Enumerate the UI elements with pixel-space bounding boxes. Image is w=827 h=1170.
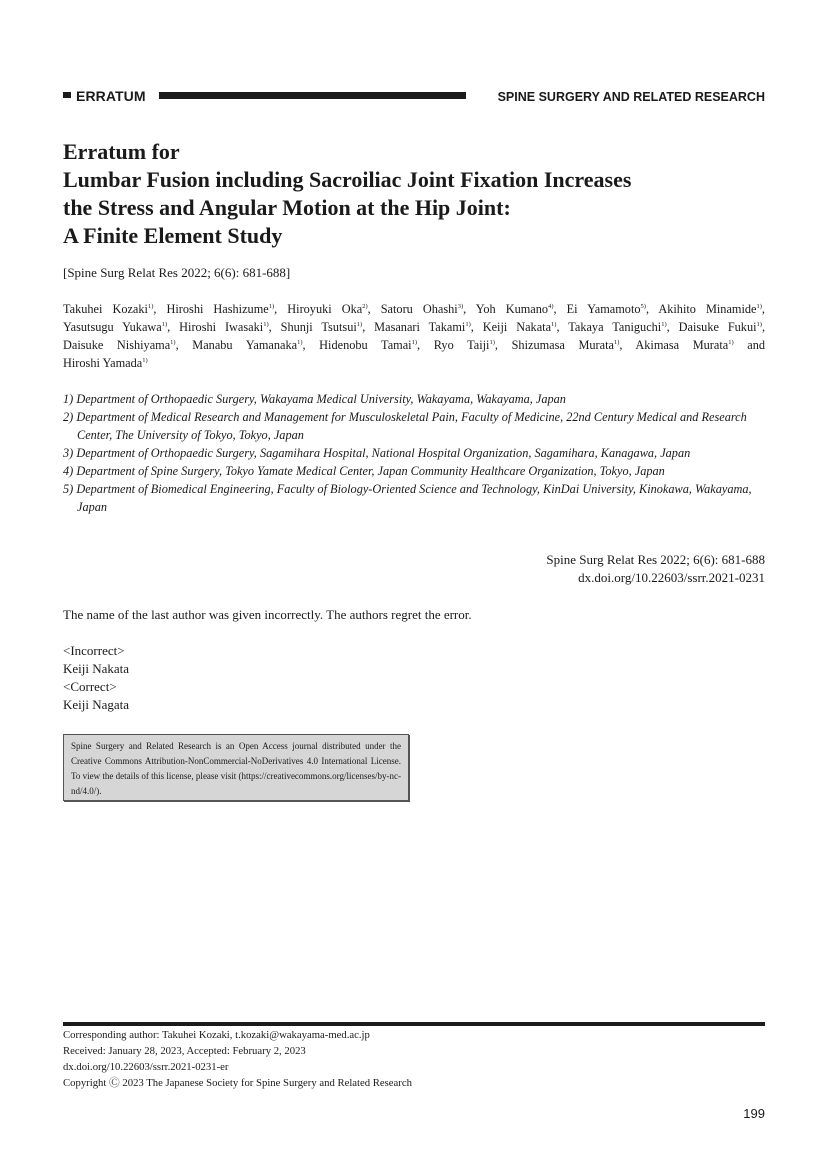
author-affiliation-mark: 1) [142, 357, 148, 364]
header-rule [159, 92, 466, 99]
author-affiliation-mark: 3) [457, 303, 464, 310]
author-affiliation-mark: 1) [551, 321, 557, 328]
author-affiliation-mark: 1) [613, 339, 620, 346]
author-affiliation-mark: 1) [297, 339, 303, 346]
author-affiliation-mark: 1) [756, 321, 762, 328]
author-name: Daisuke Fukui [678, 320, 757, 334]
author-name: Manabu Yamanaka [192, 338, 298, 352]
author-line [63, 354, 765, 372]
author-affiliation-mark: 1) [170, 339, 176, 346]
running-header [63, 87, 765, 105]
author-affiliation-mark: 4) [548, 303, 554, 310]
title-line: A Finite Element Study [63, 223, 283, 248]
author-name: Akihito Minamide [658, 302, 757, 316]
incorrect-value: Keiji Nakata [63, 661, 130, 676]
author-conjunction: and [747, 338, 766, 352]
author-name: Hiroshi Iwasaki [179, 320, 264, 334]
reference-journal: Spine Surg Relat Res 2022; 6(6): 681-688 [546, 552, 765, 567]
author-name: Keiji Nakata [482, 320, 552, 334]
author-name: Daisuke Nishiyama [63, 338, 171, 352]
correct-label: <Correct> [63, 679, 117, 694]
affiliation-item: 4) Department of Spine Surgery, Tokyo Yamate Medical Center, Japan Community Healthcare Organization, Tokyo, Japan [63, 464, 665, 478]
reference-block [546, 551, 765, 587]
erratum-text: The name of the last author was given incorrectly. The authors regret the error. [63, 607, 472, 622]
author-affiliation-mark: 2) [362, 303, 368, 310]
copyright-line: Copyright Ⓒ 2023 The Japanese Society for Spine Surgery and Related Research [63, 1077, 412, 1089]
author-line: Takuhei Kozaki$^{1)}$, Hiroshi Hashizume$^{1)}$, Hiroyuki Oka$^{2)}$, Satoru Ohashi$^{3)}$, Yoh Kumano$^{4)}$, Ei Yamamoto$^{5)}$, Akihito Minamide$^{1)}$, [63, 302, 765, 316]
title-line: the Stress and Angular Motion at the Hip Joint: [63, 195, 511, 220]
affiliation-item: 3) Department of Orthopaedic Surgery, Sagamihara Hospital, National Hospital Organization, Sagamihara, Kanagawa, Japan [63, 446, 691, 460]
correction-block [63, 642, 129, 714]
reference-doi: dx.doi.org/10.22603/ssrr.2021-0231 [578, 570, 765, 585]
affiliation-list [63, 390, 765, 516]
correct-value: Keiji Nagata [63, 697, 130, 712]
affiliation-item: 1) Department of Orthopaedic Surgery, Wakayama Medical University, Wakayama, Wakayama, Japan [63, 392, 566, 406]
author-name: Masanari Takami [374, 320, 466, 334]
author-name: Hiroshi Yamada [63, 356, 143, 370]
author-affiliation-mark: 1) [756, 303, 762, 310]
author-affiliation-mark: 1) [465, 321, 471, 328]
author-line: Yasutsugu Yukawa$^{1)}$, Hiroshi Iwasaki$^{1)}$, Shunji Tsutsui$^{1)}$, Masanari Takami$^{1)}$, Keiji Nakata$^{1)}$, Takaya Taniguchi$^{1)}$, Daisuke Fukui$^{1)}$, [63, 320, 766, 334]
journal-name: SPINE SURGERY AND RELATED RESEARCH [497, 90, 765, 104]
author-name: Takuhei Kozaki [63, 302, 148, 316]
author-name: Ryo Taiji [433, 338, 490, 352]
author-affiliation-mark: 1) [356, 321, 363, 328]
author-name: Hiroshi Hashizume [166, 302, 269, 316]
original-citation: [Spine Surg Relat Res 2022; 6(6): 681-688] [63, 265, 291, 280]
footer-rule [63, 1022, 765, 1026]
affiliation-item: 2) Department of Medical Research and Management for Musculoskeletal Pain, Faculty of Medicine, 22nd Century Medical and Research Center, The University of Tokyo, Tokyo, Japan [63, 410, 747, 442]
received-dates: Received: January 28, 2023, Accepted: February 2, 2023 [63, 1045, 306, 1057]
author-name: Hiroyuki Oka [287, 302, 363, 316]
incorrect-label: <Incorrect> [63, 643, 125, 658]
author-affiliation-mark: 1) [411, 339, 418, 346]
section-label: ERRATUM [76, 88, 146, 104]
author-name: Yoh Kumano [475, 302, 549, 316]
license-box: Spine Surgery and Related Research is an Open Access journal distributed under the Creative Commons Attribution-NonCommercial-NoDerivatives 4.0 International License. To view the details of this license, please visit (https://creativecommons.org/licenses/by-nc-nd/4.0/). [63, 734, 409, 801]
author-name: Takaya Taniguchi [568, 320, 662, 334]
author-affiliation-mark: 1) [268, 303, 275, 310]
author-name: Shunji Tsutsui [280, 320, 357, 334]
title-line: Erratum for [63, 139, 180, 164]
author-name: Satoru Ohashi [380, 302, 458, 316]
author-affiliation-mark: 1) [728, 339, 734, 346]
footer-notes [63, 1027, 412, 1091]
corresponding-author: Corresponding author: Takuhei Kozaki, t.kozaki@wakayama-med.ac.jp [63, 1029, 370, 1041]
author-affiliation-mark: 1) [489, 339, 495, 346]
author-line: Daisuke Nishiyama$^{1)}$, Manabu Yamanaka$^{1)}$, Hidenobu Tamai$^{1)}$, Ryo Taiji$^{1)}$, Shizumasa Murata$^{1)}$, Akimasa Murata$^{1)}$ and [63, 338, 766, 352]
author-name: Ei Yamamoto [566, 302, 641, 316]
author-name: Yasutsugu Yukawa [63, 320, 162, 334]
article-title [63, 138, 765, 250]
author-affiliation-mark: 1) [661, 321, 667, 328]
author-affiliation-mark: 1) [263, 321, 269, 328]
title-line: Lumbar Fusion including Sacroiliac Joint Fixation Increases [63, 167, 632, 192]
author-name: Shizumasa Murata [511, 338, 614, 352]
author-affiliation-mark: 5) [640, 303, 646, 310]
author-name: Akimasa Murata [635, 338, 729, 352]
page-number: 199 [743, 1106, 765, 1121]
author-list [63, 300, 765, 372]
author-affiliation-mark: 1) [147, 303, 154, 310]
affiliation-item: 5) Department of Biomedical Engineering, Faculty of Biology-Oriented Science and Technology, KinDai University, Kinokawa, Wakayama, Japan [63, 482, 752, 514]
author-name: Hidenobu Tamai [319, 338, 412, 352]
author-affiliation-mark: 1) [161, 321, 168, 328]
footer-doi: dx.doi.org/10.22603/ssrr.2021-0231-er [63, 1061, 229, 1073]
header-square-mark [63, 92, 71, 98]
